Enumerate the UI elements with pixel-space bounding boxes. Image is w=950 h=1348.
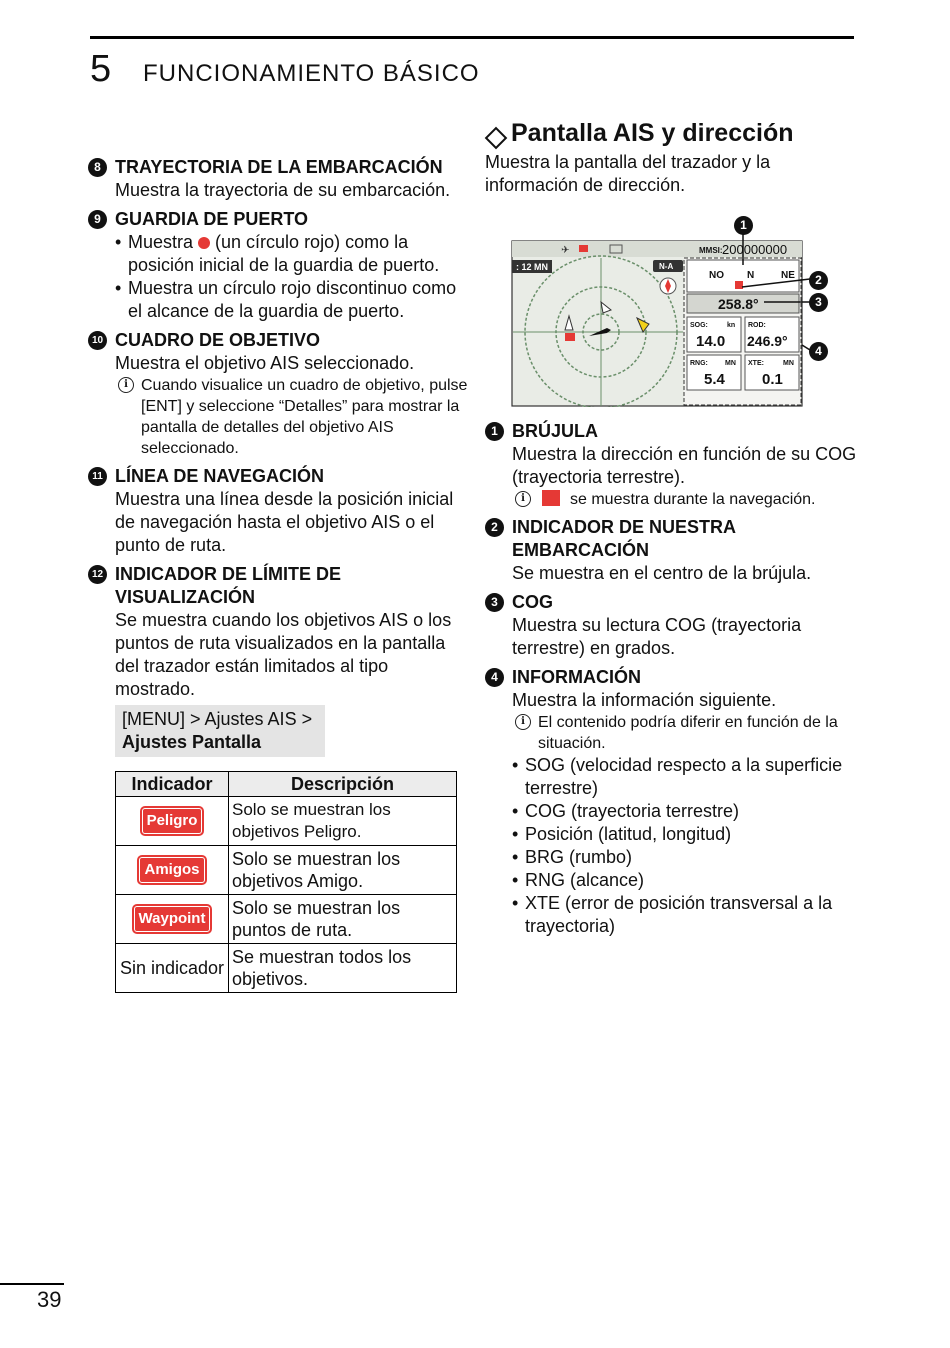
item-cog <box>485 591 865 660</box>
number-badge: 10 <box>88 331 107 350</box>
amigos-badge: Amigos <box>139 857 204 883</box>
note-text: Cuando visualice un cuadro de objetivo, pulse [ENT] y seleccione “Detalles” para mostrar la pantalla de detalles del objetivo AIS seleccionado. <box>141 377 468 457</box>
table-header-row <box>116 772 457 797</box>
compass-label: NO <box>709 270 724 281</box>
menu-path-line: [MENU] > Ajustes AIS > <box>122 709 313 729</box>
info-icon: i <box>118 377 134 393</box>
menu-path <box>115 705 325 757</box>
number-badge: 12 <box>88 565 107 584</box>
gps-icon: ✈ <box>561 245 570 256</box>
chapter-title: FUNCIONAMIENTO BÁSICO <box>143 60 480 87</box>
sog-value: 14.0 <box>696 333 726 350</box>
table-cell: Solo se muestran los puntos de ruta. <box>229 895 457 944</box>
rng-unit: MN <box>725 360 736 367</box>
item-title: INDICADOR DE LÍMITE DE VISUALIZACIÓN <box>115 564 342 607</box>
cog-value: 258.8° <box>718 296 759 312</box>
rod-label: ROD: <box>748 322 766 329</box>
table-row <box>116 846 457 895</box>
item-text: Muestra el objetivo AIS seleccionado. <box>115 353 415 373</box>
flag-icon <box>565 333 575 341</box>
number-badge: 9 <box>88 210 107 229</box>
list-item: • Posición (latitud, longitud) <box>512 823 865 846</box>
item-12 <box>88 563 468 993</box>
section-title-text: Pantalla AIS y dirección <box>511 119 794 147</box>
number-badge: 11 <box>88 467 107 486</box>
red-flag-icon <box>542 490 560 506</box>
table-row <box>116 895 457 944</box>
item-title: INFORMACIÓN <box>512 667 641 687</box>
number-badge: 2 <box>485 518 504 537</box>
list-item <box>115 231 468 277</box>
peligro-badge: Peligro <box>142 808 203 834</box>
table-cell <box>116 797 229 846</box>
left-column <box>88 156 468 999</box>
waypoint-badge: Waypoint <box>134 906 211 932</box>
note <box>512 712 865 754</box>
table-cell <box>116 846 229 895</box>
compass-label: NE <box>781 270 795 281</box>
table-row <box>116 944 457 993</box>
chapter-number: 5 <box>90 48 112 90</box>
xte-unit: MN <box>783 360 794 367</box>
footer-rule <box>0 1283 64 1285</box>
item-info <box>485 666 865 938</box>
header-rule <box>90 36 854 39</box>
item-compass <box>485 420 865 510</box>
item-title: INDICADOR DE NUESTRA EMBARCACIÓN <box>512 517 736 560</box>
table-cell: Sin indicador <box>116 944 229 993</box>
item-text: Se muestra en el centro de la brújula. <box>512 563 812 583</box>
item-text: Muestra la información siguiente. <box>512 690 777 710</box>
mode-text: N-A <box>659 262 674 271</box>
callout-marker: 4 <box>809 342 828 361</box>
table-cell: Solo se muestran los objetivos Peligro. <box>229 797 457 846</box>
menu-path-line: Ajustes Pantalla <box>122 732 262 752</box>
rng-label: RNG: <box>690 360 708 367</box>
table-cell <box>116 895 229 944</box>
item-own-vessel <box>485 516 865 585</box>
callout-marker: 1 <box>734 216 753 235</box>
note <box>512 489 865 510</box>
leader-line <box>742 279 810 287</box>
item-11 <box>88 465 468 557</box>
item-9 <box>88 208 468 323</box>
number-badge: 3 <box>485 593 504 612</box>
item-text: Muestra la dirección en función de su COG (trayectoria terrestre). <box>512 444 857 487</box>
item-text: Se muestra cuando los objetivos AIS o los puntos de ruta visualizados en la pantalla del trazador están limitados al tipo mostrado. <box>115 610 452 699</box>
mmsi-value: 200000000 <box>722 242 788 257</box>
bullet-text: Muestra <box>128 232 199 252</box>
table-cell: Se muestran todos los objetivos. <box>229 944 457 993</box>
list-item: • SOG (velocidad respecto a la superficie terrestre) <box>512 754 865 800</box>
flag-icon <box>579 245 588 252</box>
info-icon: i <box>515 491 531 507</box>
list-item: • RNG (alcance) <box>512 869 865 892</box>
item-10 <box>88 329 468 459</box>
item-title: CUADRO DE OBJETIVO <box>115 330 321 350</box>
item-title: LÍNEA DE NAVEGACIÓN <box>115 466 325 486</box>
range-text: : 12 MN <box>516 262 549 272</box>
list-item: • XTE (error de posición transversal a la trayectoria) <box>512 892 865 938</box>
red-circle-icon <box>198 237 210 249</box>
column-header: Indicador <box>116 772 229 797</box>
note <box>115 375 468 459</box>
compass-label: N <box>747 270 755 281</box>
right-column <box>485 119 865 197</box>
item-text: Muestra la trayectoria de su embarcación. <box>115 180 451 200</box>
item-text: Muestra una línea desde la posición inicial de navegación hasta el objetivo AIS o el punto de ruta. <box>115 489 454 555</box>
section-intro: Muestra la pantalla del trazador y la información de dirección. <box>485 152 771 195</box>
callout-marker: 3 <box>809 293 828 312</box>
page-number: 39 <box>37 1287 62 1312</box>
item-title: TRAYECTORIA DE LA EMBARCACIÓN <box>115 157 443 177</box>
xte-value: 0.1 <box>762 371 783 388</box>
number-badge: 8 <box>88 158 107 177</box>
table-row <box>116 797 457 846</box>
item-text: Muestra su lectura COG (trayectoria terrestre) en grados. <box>512 615 802 658</box>
sog-label: SOG: <box>690 322 708 329</box>
note-text: El contenido podría diferir en función de la situación. <box>538 714 838 752</box>
number-badge: 1 <box>485 422 504 441</box>
list-item: • Muestra un círculo rojo discontinuo como el alcance de la guardia de puerto. <box>115 277 468 323</box>
list-item: • COG (trayectoria terrestre) <box>512 800 865 823</box>
diamond-icon <box>485 127 508 150</box>
number-badge: 4 <box>485 668 504 687</box>
info-icon: i <box>515 714 531 730</box>
item-title: COG <box>512 592 554 612</box>
sog-unit: kn <box>727 322 736 329</box>
callout-marker: 2 <box>809 271 828 290</box>
right-items <box>485 420 865 944</box>
callout-lines <box>700 215 830 365</box>
bullet-text: (un círculo rojo) como la posición inicial de la guardia de puerto. <box>128 232 440 275</box>
note-text: se muestra durante la navegación. <box>570 491 816 508</box>
rod-value: 246.9° <box>747 333 788 349</box>
table-cell: Solo se muestran los objetivos Amigo. <box>229 846 457 895</box>
indicator-table <box>115 771 457 993</box>
column-header: Descripción <box>229 772 457 797</box>
item-8 <box>88 156 468 202</box>
xte-label: XTE: <box>748 360 764 367</box>
section-title <box>485 119 865 147</box>
rng-value: 5.4 <box>704 371 725 388</box>
list-item: • BRG (rumbo) <box>512 846 865 869</box>
item-title: BRÚJULA <box>512 421 599 441</box>
mmsi-label: MMSI: <box>699 246 723 255</box>
item-title: GUARDIA DE PUERTO <box>115 209 309 229</box>
